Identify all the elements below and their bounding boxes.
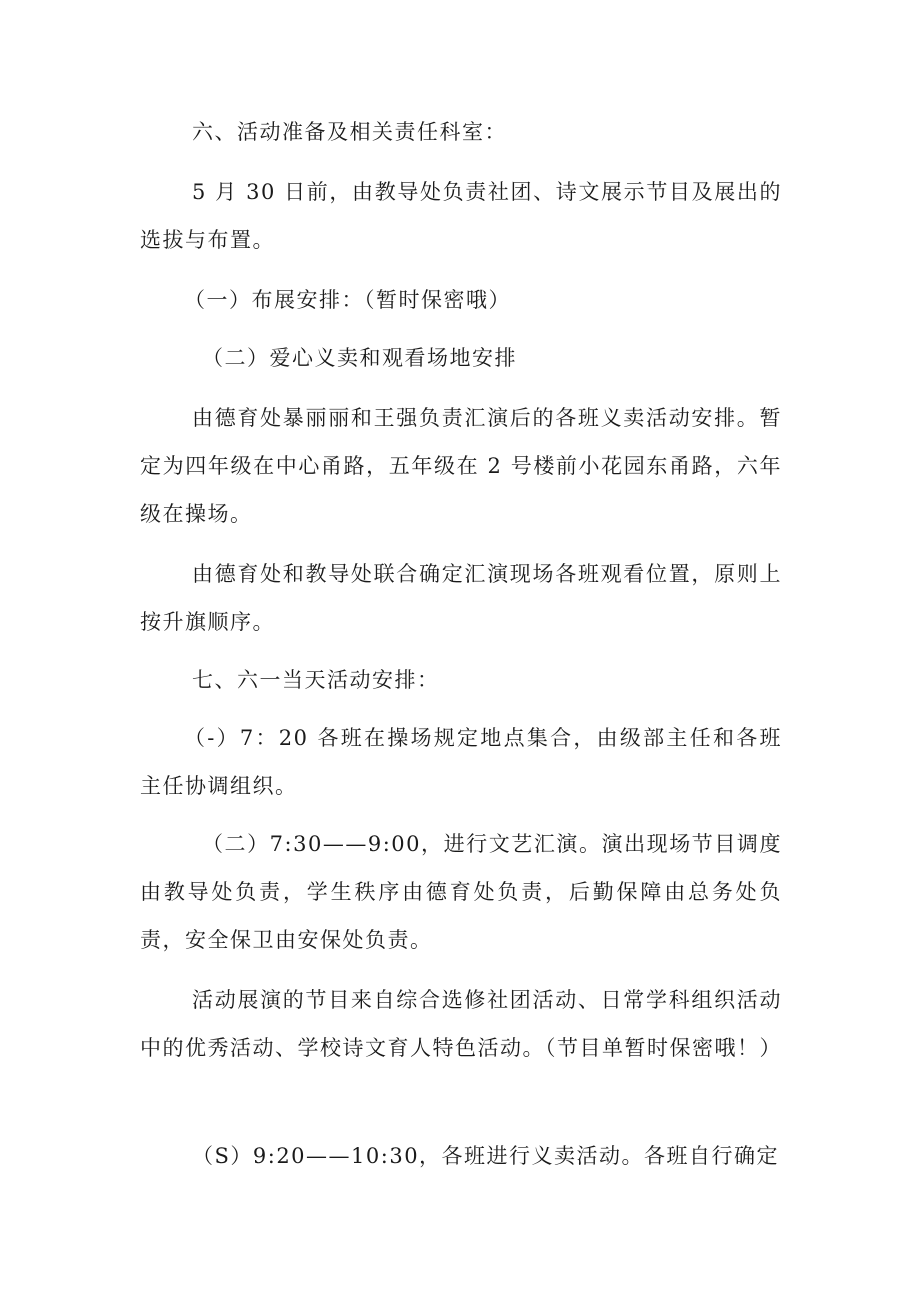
section-heading-7: 七、六一当天活动安排：	[192, 668, 440, 692]
paragraph-performance: （二）7:30——9:00，进行文艺汇演。演出现场节目调度由教导处负责，学生秩序由德育处负责，后勤保障由总务处负责，安全保卫由安保处负责。	[140, 832, 782, 952]
paragraph-assembly: （-）7：20 各班在操场规定地点集合，由级部主任和各班主任协调组织。	[140, 726, 782, 798]
paragraph-sale-locations: 由德育处暴丽丽和王强负责汇演后的各班义卖活动安排。暂定为四年级在中心甬路，五年级在 2 号楼前小花园东甬路，六年级在操场。	[140, 406, 782, 526]
subheading-exhibition: （一）布展安排：（暂时保密哦）	[184, 288, 511, 312]
paragraph-programs: 活动展演的节目来自综合选修社团活动、日常学科组织活动中的优秀活动、学校诗文育人特色活动。（节目单暂时保密哦！）	[140, 988, 782, 1060]
subheading-charity-sale: （二）爱心义卖和观看场地安排	[202, 346, 517, 370]
paragraph-viewing-positions: 由德育处和教导处联合确定汇演现场各班观看位置，原则上按升旗顺序。	[140, 562, 782, 634]
paragraph-preparation: 5 月 30 日前，由教导处负责社团、诗文展示节目及展出的选拔与布置。	[140, 180, 782, 252]
paragraph-sale-time: （S）9:20——10:30，各班进行义卖活动。各班自行确定	[192, 1144, 780, 1168]
section-heading-6: 六、活动准备及相关责任科室：	[192, 120, 507, 144]
